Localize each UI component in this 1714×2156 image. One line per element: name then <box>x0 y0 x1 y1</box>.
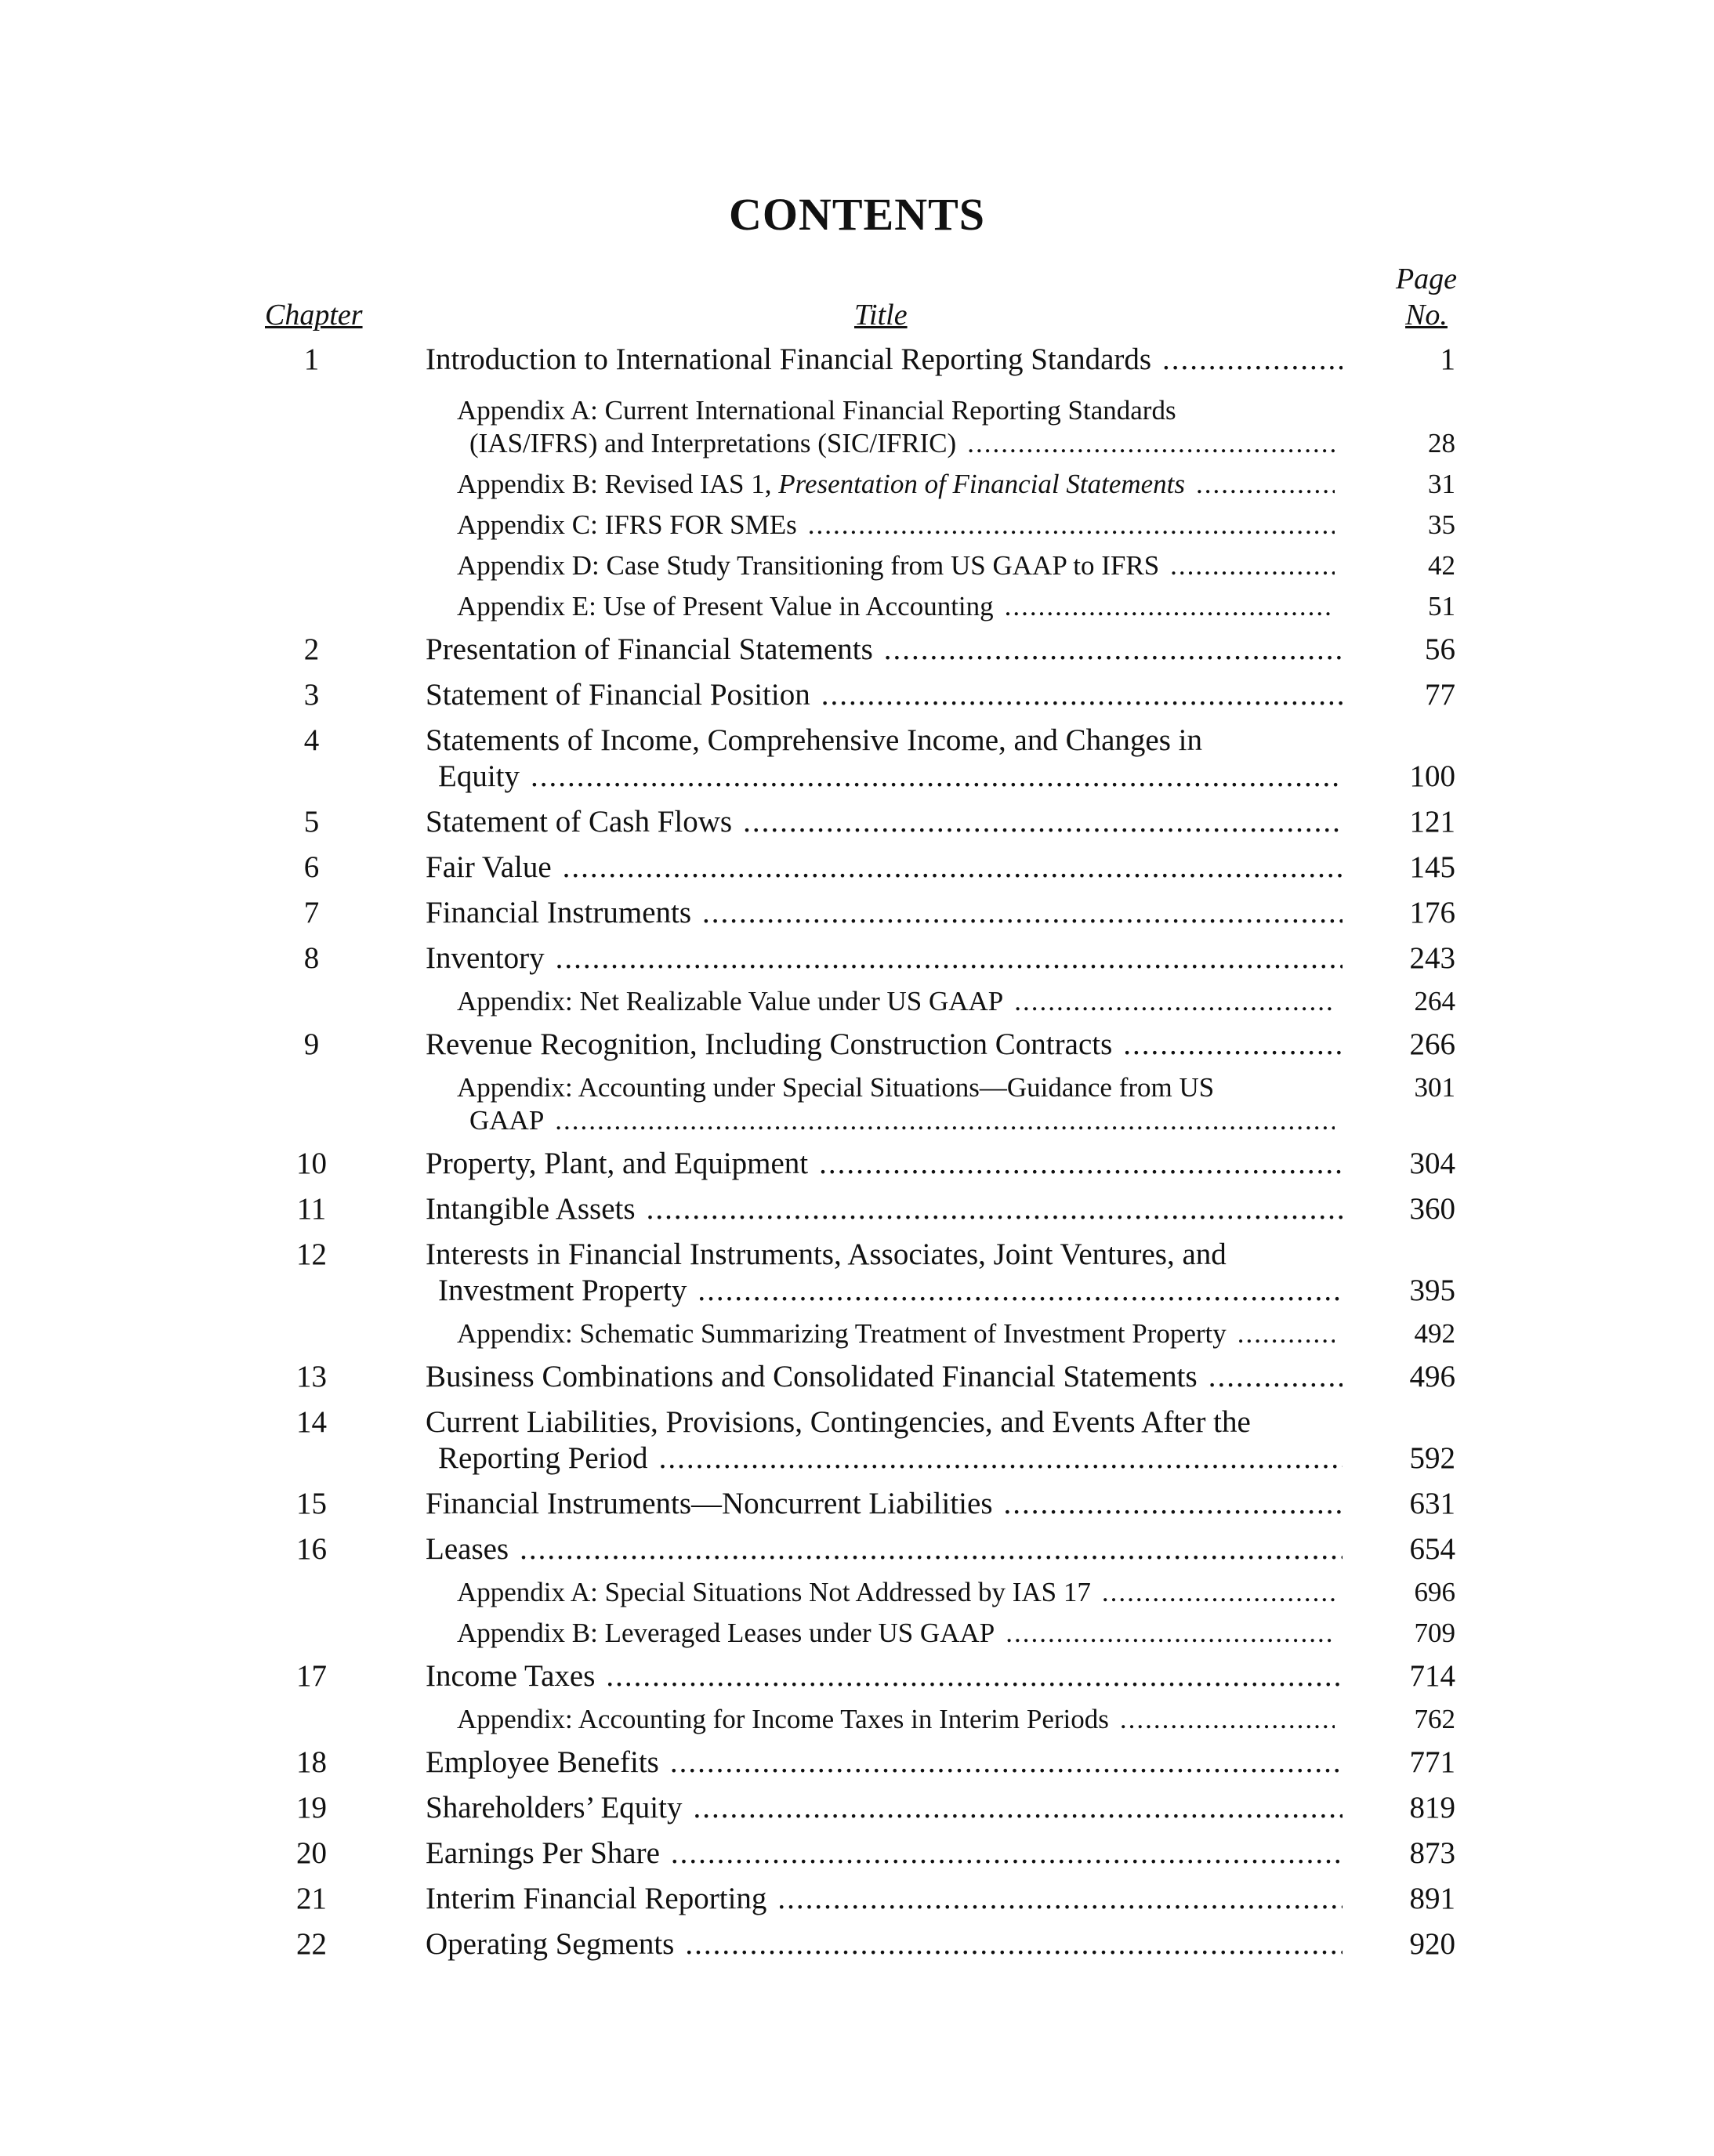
dot-leader <box>698 1273 1343 1309</box>
chapter-number: 22 <box>296 1927 327 1961</box>
dot-leader <box>1196 468 1335 501</box>
chapter-number: 8 <box>303 941 320 975</box>
chapter-number: 12 <box>296 1237 327 1271</box>
dot-leader <box>743 804 1343 840</box>
page-title: CONTENTS <box>728 189 986 240</box>
chapter-title: Presentation of Financial Statements <box>426 632 873 666</box>
page-number: 56 <box>1425 632 1455 666</box>
appendix-title: Appendix: Accounting for Income Taxes in Interim Periods <box>457 1704 1109 1734</box>
page-number: 266 <box>1409 1027 1455 1061</box>
chapter-number: 7 <box>303 896 320 929</box>
column-header-chapter: Chapter <box>265 299 363 332</box>
chapter-number: 19 <box>296 1791 327 1824</box>
page-number: 395 <box>1409 1274 1455 1307</box>
chapter-number: 11 <box>296 1192 327 1226</box>
dot-leader <box>1006 1617 1335 1650</box>
page-number: 920 <box>1409 1927 1455 1961</box>
toc-entry-appendix[interactable] <box>0 1613 1714 1654</box>
chapter-number: 21 <box>296 1882 327 1915</box>
dot-leader <box>1014 985 1335 1018</box>
page-number: 709 <box>1414 1618 1455 1648</box>
toc-entry-chapter-15[interactable] <box>0 1481 1714 1527</box>
appendix-title: Appendix: Net Realizable Value under US GAAP <box>457 986 1004 1016</box>
chapter-title-line2: Investment Property <box>438 1274 687 1307</box>
dot-leader <box>556 940 1343 977</box>
dot-leader <box>1170 549 1335 582</box>
dot-leader <box>606 1658 1343 1694</box>
page-number: 145 <box>1409 850 1455 884</box>
toc-entry-chapter-3[interactable] <box>0 672 1714 718</box>
toc-entry-appendix[interactable] <box>0 586 1714 627</box>
dot-leader <box>1102 1576 1335 1609</box>
chapter-title-line1: Current Liabilities, Provisions, Contingencies, and Events After the <box>426 1405 1251 1439</box>
toc-entry-chapter-16[interactable] <box>0 1527 1714 1572</box>
appendix-title <box>457 468 1196 501</box>
appendix-title-italic: Presentation of Financial Statements <box>778 469 1186 499</box>
toc-entry-appendix[interactable] <box>0 981 1714 1022</box>
chapter-title: Introduction to International Financial Reporting Standards <box>426 342 1152 376</box>
chapter-title: Earnings Per Share <box>426 1836 660 1870</box>
chapter-number: 14 <box>296 1405 327 1439</box>
chapter-number: 17 <box>296 1659 327 1693</box>
chapter-title-line1: Statements of Income, Comprehensive Income, and Changes in <box>426 723 1202 757</box>
toc-entry-appendix[interactable] <box>0 545 1714 586</box>
column-header-title: Title <box>854 299 908 332</box>
page-number: 42 <box>1428 550 1455 581</box>
page-number: 100 <box>1409 759 1455 793</box>
appendix-title: Appendix A: Special Situations Not Addressed by IAS 17 <box>457 1577 1091 1607</box>
dot-leader <box>555 1104 1335 1137</box>
toc-entry-chapter-10[interactable] <box>0 1141 1714 1187</box>
appendix-title: Appendix: Schematic Summarizing Treatment of Investment Property <box>457 1318 1227 1349</box>
toc-entry-chapter-2[interactable] <box>0 627 1714 672</box>
chapter-number: 9 <box>303 1027 320 1061</box>
toc-entry-chapter-18[interactable] <box>0 1740 1714 1785</box>
page-number: 631 <box>1409 1487 1455 1520</box>
chapter-number: 5 <box>303 805 320 839</box>
page-number: 873 <box>1409 1836 1455 1870</box>
dot-leader <box>659 1440 1343 1477</box>
page-number: 592 <box>1409 1441 1455 1475</box>
dot-leader <box>671 1835 1343 1872</box>
page-number: 176 <box>1409 896 1455 929</box>
toc-entry-appendix[interactable] <box>0 464 1714 505</box>
appendix-title: Appendix E: Use of Present Value in Accounting <box>457 591 994 621</box>
toc-entry-chapter-19[interactable] <box>0 1785 1714 1831</box>
appendix-title-line2: GAAP <box>469 1105 545 1136</box>
dot-leader <box>1123 1027 1343 1063</box>
dot-leader <box>685 1926 1343 1962</box>
chapter-title: Revenue Recognition, Including Construction Contracts <box>426 1027 1113 1061</box>
page-number: 31 <box>1428 469 1455 499</box>
toc-entry-chapter-17[interactable] <box>0 1654 1714 1699</box>
chapter-title: Fair Value <box>426 850 552 884</box>
dot-leader <box>1004 1486 1343 1522</box>
chapter-title-line2: Reporting Period <box>438 1441 648 1475</box>
toc-entry-chapter-7[interactable] <box>0 890 1714 936</box>
appendix-title: Appendix C: IFRS FOR SMEs <box>457 509 797 540</box>
dot-leader <box>563 850 1343 886</box>
appendix-title: Appendix D: Case Study Transitioning from US GAAP to IFRS <box>457 550 1160 581</box>
appendix-title: Appendix B: Leveraged Leases under US GAAP <box>457 1618 995 1648</box>
page-number: 1 <box>1440 342 1455 376</box>
dot-leader <box>693 1790 1343 1826</box>
chapter-number: 13 <box>296 1360 327 1393</box>
chapter-number: 3 <box>303 678 320 712</box>
chapter-title-line2: Equity <box>438 759 520 793</box>
toc-entry-chapter-8[interactable] <box>0 936 1714 981</box>
page-number: 77 <box>1425 678 1455 712</box>
toc-entry-chapter-20[interactable] <box>0 1831 1714 1876</box>
toc-entry-chapter-4[interactable] <box>0 718 1714 799</box>
column-header-page-line2: No. <box>1405 299 1448 332</box>
chapter-title: Statement of Financial Position <box>426 678 810 712</box>
dot-leader <box>777 1881 1343 1917</box>
toc-entry-chapter-6[interactable] <box>0 845 1714 890</box>
chapter-title-line1: Interests in Financial Instruments, Associates, Joint Ventures, and <box>426 1237 1227 1271</box>
chapter-number: 1 <box>303 342 320 376</box>
toc-entry-appendix[interactable] <box>0 505 1714 545</box>
dot-leader <box>808 509 1335 542</box>
page-number: 360 <box>1409 1192 1455 1226</box>
dot-leader <box>967 427 1335 460</box>
page-number: 264 <box>1414 986 1455 1016</box>
chapter-title: Leases <box>426 1532 509 1566</box>
chapter-number: 16 <box>296 1532 327 1566</box>
column-header-page-line1: Page <box>1395 263 1458 295</box>
chapter-title: Operating Segments <box>426 1927 675 1961</box>
chapter-number: 2 <box>303 632 320 666</box>
toc-entry-chapter-14[interactable] <box>0 1400 1714 1481</box>
page-number: 492 <box>1414 1318 1455 1349</box>
page-number: 819 <box>1409 1791 1455 1824</box>
page-number: 301 <box>1414 1072 1455 1103</box>
toc-entry-chapter-5[interactable] <box>0 799 1714 845</box>
toc-entry-appendix[interactable] <box>0 1699 1714 1740</box>
dot-leader <box>1162 342 1343 378</box>
toc-entry-chapter-1[interactable] <box>0 337 1714 382</box>
toc-entry-chapter-13[interactable] <box>0 1354 1714 1400</box>
toc-entry-chapter-9[interactable] <box>0 1022 1714 1067</box>
page-number: 51 <box>1428 591 1455 621</box>
chapter-number: 15 <box>296 1487 327 1520</box>
page-number: 243 <box>1409 941 1455 975</box>
chapter-number: 20 <box>296 1836 327 1870</box>
toc-entry-appendix[interactable] <box>0 390 1714 464</box>
dot-leader <box>647 1191 1343 1227</box>
dot-leader <box>821 677 1343 713</box>
appendix-title-line2: (IAS/IFRS) and Interpretations (SIC/IFRIC) <box>469 428 957 458</box>
chapter-number: 10 <box>296 1147 327 1180</box>
page-number: 891 <box>1409 1882 1455 1915</box>
page-number: 304 <box>1409 1147 1455 1180</box>
toc-entry-chapter-21[interactable] <box>0 1876 1714 1922</box>
chapter-number: 4 <box>303 723 320 757</box>
toc-entry-appendix[interactable] <box>0 1572 1714 1613</box>
page-number: 121 <box>1409 805 1455 839</box>
column-header-page <box>1383 261 1469 333</box>
page-number: 35 <box>1428 509 1455 540</box>
chapter-title: Property, Plant, and Equipment <box>426 1147 809 1180</box>
page-number: 762 <box>1414 1704 1455 1734</box>
dot-leader <box>819 1146 1343 1182</box>
toc-entry-appendix[interactable] <box>0 1314 1714 1354</box>
dot-leader <box>1237 1317 1335 1350</box>
page-number: 28 <box>1428 428 1455 458</box>
appendix-title-prefix: Appendix B: Revised IAS 1, <box>457 469 779 499</box>
chapter-title: Income Taxes <box>426 1659 596 1693</box>
dot-leader <box>670 1745 1343 1781</box>
chapter-title: Interim Financial Reporting <box>426 1882 767 1915</box>
page-number: 771 <box>1409 1745 1455 1779</box>
chapter-title: Inventory <box>426 941 545 975</box>
page-number: 714 <box>1409 1659 1455 1693</box>
appendix-title-line1: Appendix: Accounting under Special Situations—Guidance from US <box>457 1072 1215 1103</box>
dot-leader <box>702 895 1343 931</box>
table-of-contents <box>0 337 1714 1967</box>
page-number: 696 <box>1414 1577 1455 1607</box>
appendix-title-line1: Appendix A: Current International Financial Reporting Standards <box>457 395 1176 426</box>
chapter-number: 6 <box>303 850 320 884</box>
chapter-title: Financial Instruments <box>426 896 692 929</box>
chapter-title: Financial Instruments—Noncurrent Liabilities <box>426 1487 993 1520</box>
dot-leader <box>1208 1359 1343 1395</box>
dot-leader <box>1005 590 1335 623</box>
dot-leader <box>520 1531 1343 1567</box>
toc-entry-chapter-11[interactable] <box>0 1187 1714 1232</box>
chapter-title: Intangible Assets <box>426 1192 636 1226</box>
chapter-title: Business Combinations and Consolidated Financial Statements <box>426 1360 1198 1393</box>
toc-entry-chapter-12[interactable] <box>0 1232 1714 1314</box>
chapter-title: Employee Benefits <box>426 1745 659 1779</box>
page-number: 654 <box>1409 1532 1455 1566</box>
toc-entry-appendix[interactable] <box>0 1067 1714 1141</box>
dot-leader <box>1120 1703 1335 1736</box>
dot-leader <box>531 759 1343 795</box>
chapter-title: Shareholders’ Equity <box>426 1791 683 1824</box>
chapter-title: Statement of Cash Flows <box>426 805 733 839</box>
dot-leader <box>884 632 1343 668</box>
page-number: 496 <box>1409 1360 1455 1393</box>
toc-entry-chapter-22[interactable] <box>0 1922 1714 1967</box>
chapter-number: 18 <box>296 1745 327 1779</box>
